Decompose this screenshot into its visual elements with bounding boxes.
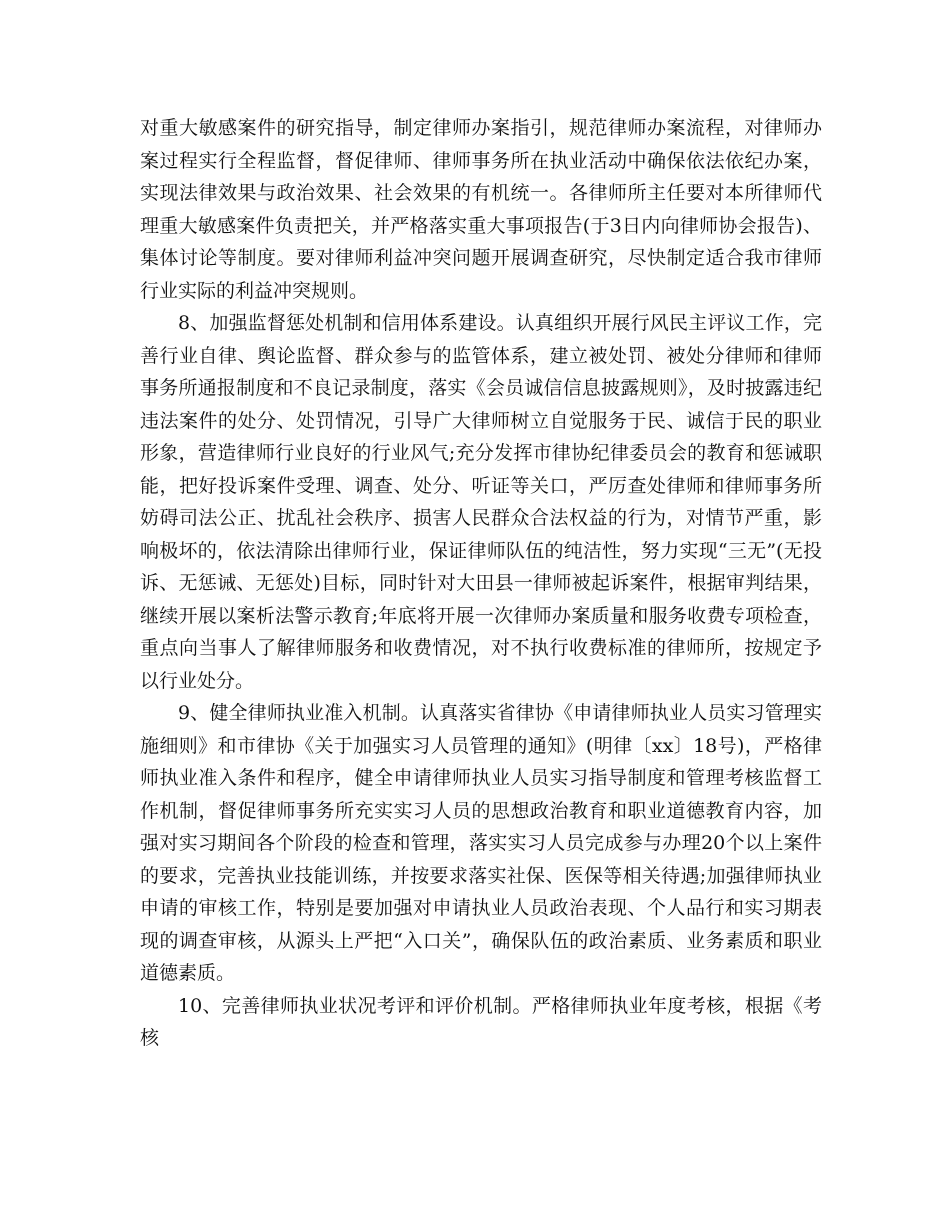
paragraph-continuation: 对重大敏感案件的研究指导，制定律师办案指引，规范律师办案流程，对律师办案过程实行全程监督，督促律师、律师事务所在执业活动中确保依法依纪办案，实现法律效果与政治效果、社会效果的有机统一。各律师所主任要对本所律师代理重大敏感案件负责把关，并严格落实重大事项报告(于3日内向律师协会报告)、集体讨论等制度。要对律师利益冲突问题开展调查研究，尽快制定适合我市律师行业实际的利益冲突规则。 <box>140 117 822 302</box>
paragraph-item-9: 9、健全律师执业准入机制。认真落实省律协《申请律师执业人员实习管理实施细则》和市律协《关于加强实习人员管理的通知》(明律〔xx〕18号)，严格律师执业准入条件和程序，健全申请律师执业人员实习指导制度和管理考核监督工作机制，督促律师事务所充实实习人员的思想政治教育和职业道德教育内容，加强对实习期间各个阶段的检查和管理，落实实习人员完成参与办理20个以上案件的要求，完善执业技能训练，并按要求落实社保、医保等相关待遇;加强律师执业申请的审核工作，特别是要加强对申请执业人员政治表现、个人品行和实习期表现的调查审核，从源头上严把“入口关”，确保队伍的政治素质、业务素质和职业道德素质。 <box>140 702 822 984</box>
document-page <box>140 112 822 1055</box>
paragraph-item-8: 8、加强监督惩处机制和信用体系建设。认真组织开展行风民主评议工作，完善行业自律、舆论监督、群众参与的监管体系，建立被处罚、被处分律师和律师事务所通报制度和不良记录制度，落实《会员诚信信息披露规则》，及时披露违纪违法案件的处分、处罚情况，引导广大律师树立自觉服务于民、诚信于民的职业形象，营造律师行业良好的行业风气;充分发挥市律协纪律委员会的教育和惩诫职能，把好投诉案件受理、调查、处分、听证等关口，严厉查处律师和律师事务所妨碍司法公正、扰乱社会秩序、损害人民群众合法权益的行为，对情节严重，影响极坏的，依法清除出律师行业，保证律师队伍的纯洁性，努力实现“三无”(无投诉、无惩诫、无惩处)目标，同时针对大田县一律师被起诉案件，根据审判结果，继续开展以案析法警示教育;年底将开展一次律师办案质量和服务收费专项检查，重点向当事人了解律师服务和收费情况，对不执行收费标准的律师所，按规定予以行业处分。 <box>140 312 822 692</box>
paragraph-item-10: 10、完善律师执业状况考评和评价机制。严格律师执业年度考核，根据《考核 <box>140 994 822 1049</box>
